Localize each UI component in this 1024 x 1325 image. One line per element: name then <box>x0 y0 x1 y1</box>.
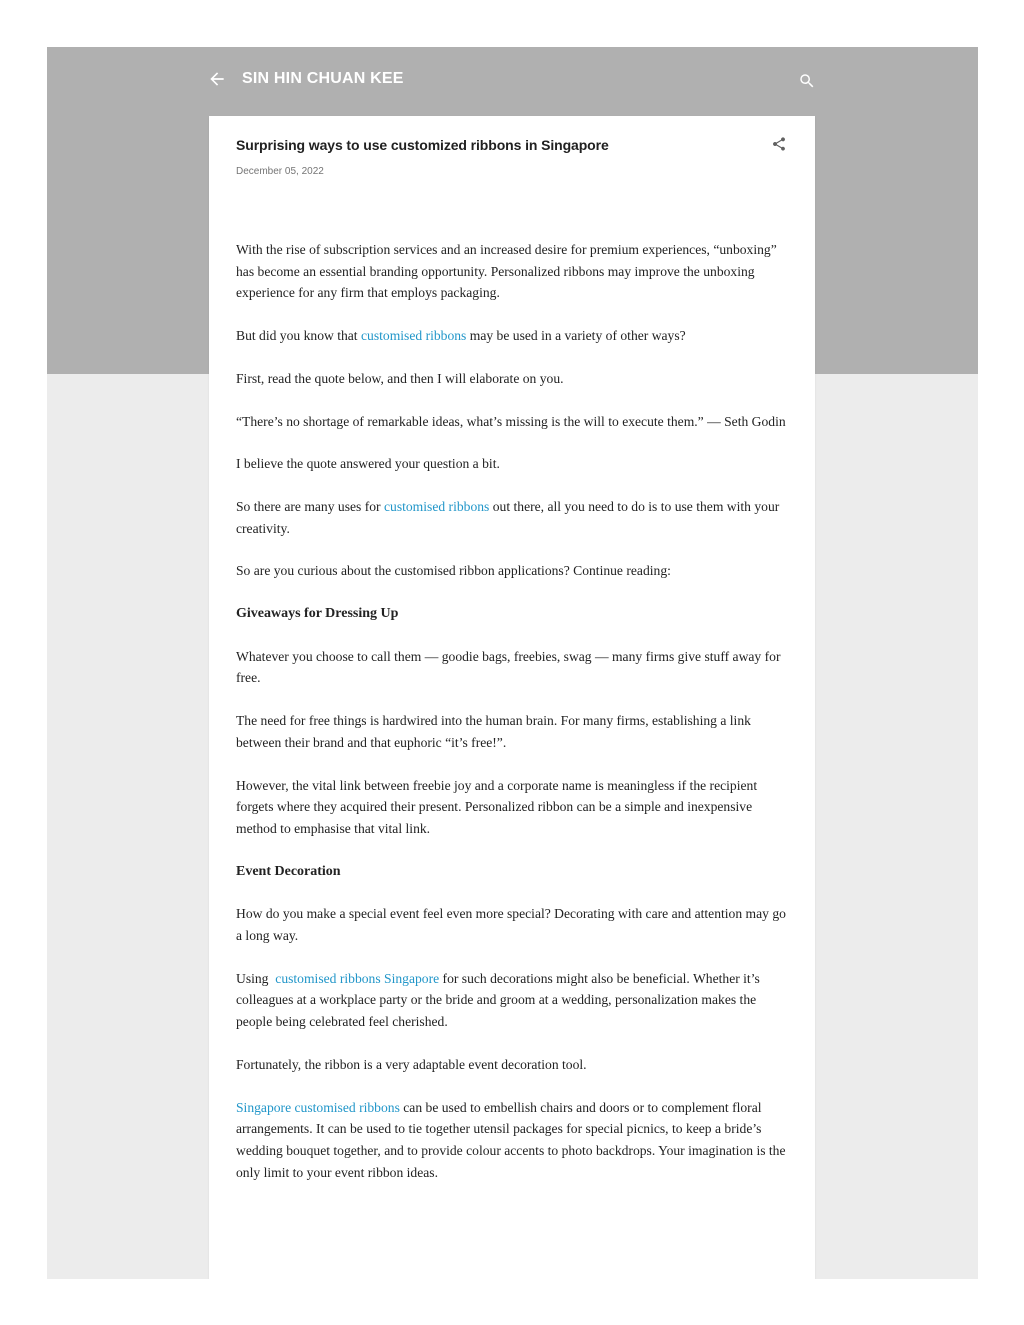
paragraph: With the rise of subscription services and an increased desire for premium experiences, “unboxing” has become an essential branding opportunity. Personalized ribbons may improve the unboxing experience for any firm that employs packaging. <box>236 242 777 301</box>
quote-paragraph: “There’s no shortage of remarkable ideas, what’s missing is the will to execute them.” — Seth Godin <box>236 413 786 429</box>
paragraph: Fortunately, the ribbon is a very adaptable event decoration tool. <box>236 1056 587 1072</box>
post-title: Surprising ways to use customized ribbons in Singapore <box>236 137 609 153</box>
post-body <box>236 239 789 1204</box>
search-button[interactable] <box>798 72 816 90</box>
section-heading: Event Decoration <box>236 863 341 879</box>
post-card <box>209 116 815 1279</box>
paragraph <box>236 325 789 347</box>
paragraph: How do you make a special event feel even more special? Decorating with care and attention may go a long way. <box>236 906 786 944</box>
page-frame <box>47 47 978 1279</box>
paragraph-text: Using <box>236 970 276 986</box>
paragraph <box>236 1097 789 1184</box>
paragraph-text: for such decorations might also be beneficial. Whether it’s colleagues at a workplace party or the bride and groom at a wedding, personalization makes the people being celebrated feel cherished. <box>236 970 760 1030</box>
top-bar <box>47 47 978 113</box>
site-title[interactable]: SIN HIN CHUAN KEE <box>242 70 404 87</box>
paragraph-text: out there, all you need to do is to use them with your creativity. <box>236 498 780 536</box>
paragraph: So are you curious about the customised ribbon applications? Continue reading: <box>236 563 671 579</box>
paragraph-text: can be used to embellish chairs and doors or to complement floral arrangements. It can be used to tie together utensil packages for special picnics, to keep a bride’s wedding bouquet together, and to provide colour accents to photo backdrops. Your imagination is the only limit to your event ribbon ideas. <box>236 1099 786 1180</box>
paragraph-text: But did you know that <box>236 328 361 344</box>
paragraph <box>236 968 789 1033</box>
back-button[interactable] <box>207 69 227 89</box>
post-date: December 05, 2022 <box>236 166 324 177</box>
customised-ribbons-singapore-link[interactable]: customised ribbons Singapore <box>275 970 440 986</box>
paragraph: Whatever you choose to call them — goodie bags, freebies, swag — many firms give stuff away for free. <box>236 648 781 686</box>
customised-ribbons-link[interactable]: customised ribbons <box>383 498 490 514</box>
arrow-left-icon <box>207 69 227 89</box>
search-icon <box>798 72 816 90</box>
share-button[interactable] <box>771 136 787 152</box>
paragraph-text: So there are many uses for <box>236 498 384 514</box>
share-icon <box>771 136 787 152</box>
section-heading: Giveaways for Dressing Up <box>236 606 399 622</box>
paragraph: However, the vital link between freebie joy and a corporate name is meaningless if the recipient forgets where they acquired their present. Personalized ribbon can be a simple and inexpensive method to emphasise that vital link. <box>236 777 758 836</box>
paragraph-text: may be used in a variety of other ways? <box>466 328 686 344</box>
paragraph: The need for free things is hardwired into the human brain. For many firms, establishing a link between their brand and that euphoric “it’s free!”. <box>236 713 751 750</box>
singapore-customised-ribbons-link[interactable]: Singapore customised ribbons <box>236 1099 400 1115</box>
customised-ribbons-link[interactable]: customised ribbons <box>361 328 467 344</box>
paragraph: First, read the quote below, and then I will elaborate on you. <box>236 370 564 386</box>
paragraph: I believe the quote answered your question a bit. <box>236 456 500 472</box>
paragraph <box>236 496 789 539</box>
